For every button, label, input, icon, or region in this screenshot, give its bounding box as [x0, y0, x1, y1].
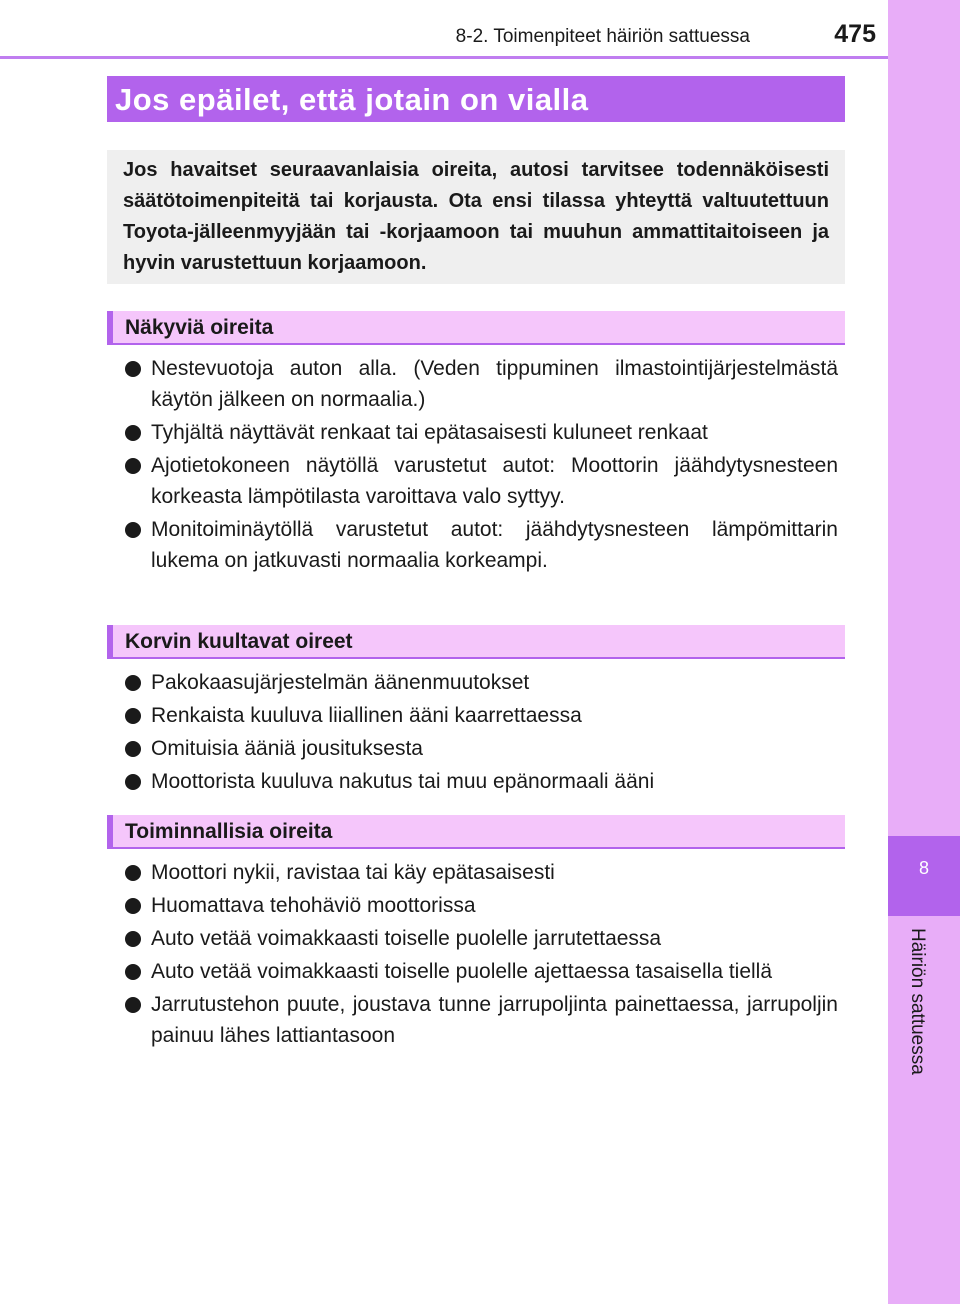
list-item-text: Pakokaasujärjestelmän äänenmuutokset: [151, 671, 530, 694]
list-item-text: Renkaista kuuluva liiallinen ääni kaarrettaessa: [151, 704, 582, 727]
list-item-text: Omituisia ääniä jousituksesta: [151, 737, 423, 760]
section-header-visible-symptoms: [107, 311, 845, 345]
list-item: [125, 514, 838, 576]
list-item-text: Ajotietokoneen näytöllä varustetut autot: Moottorin jäähdytysnesteen korkeasta lämpötilasta varoittava valo syttyy.: [151, 454, 838, 508]
list-item: [125, 667, 838, 698]
list-item: [125, 857, 838, 888]
bullet-dot-icon: [125, 458, 141, 474]
bullet-dot-icon: [125, 675, 141, 691]
list-item-text: Auto vetää voimakkaasti toiselle puolelle ajettaessa tasaisella tiellä: [151, 960, 773, 983]
list-item: [125, 956, 838, 987]
list-item-text: Huomattava tehohäviö moottorissa: [151, 894, 476, 917]
section-title: Toiminnallisia oireita: [125, 820, 333, 843]
bullet-dot-icon: [125, 774, 141, 790]
section-title: Korvin kuultavat oireet: [125, 630, 353, 653]
list-item: [125, 989, 838, 1051]
bullet-dot-icon: [125, 425, 141, 441]
list-item: [125, 766, 838, 797]
list-item-text: Tyhjältä näyttävät renkaat tai epätasaisesti kuluneet renkaat: [151, 421, 708, 444]
bullet-dot-icon: [125, 361, 141, 377]
list-item-text: Nestevuotoja auton alla. (Veden tippuminen ilmastointijärjestelmästä käytön jälkeen on normaalia.): [151, 357, 838, 411]
list-item: [125, 733, 838, 764]
bullet-dot-icon: [125, 997, 141, 1013]
list-item-text: Moottorista kuuluva nakutus tai muu epänormaali ääni: [151, 770, 655, 793]
list-item: [125, 890, 838, 921]
bullet-dot-icon: [125, 964, 141, 980]
section-header-audible-symptoms: [107, 625, 845, 659]
bullet-dot-icon: [125, 865, 141, 881]
chapter-side-tab: [888, 0, 960, 1304]
page-title: Jos epäilet, että jotain on vialla: [115, 82, 589, 117]
list-item: [125, 417, 838, 448]
bullet-list-functional-symptoms: [125, 857, 838, 1053]
bullet-dot-icon: [125, 741, 141, 757]
running-header-section: 8-2. Toimenpiteet häiriön sattuessa: [455, 26, 750, 47]
section-header-functional-symptoms: [107, 815, 845, 849]
header-divider: [0, 56, 888, 59]
list-item-text: Auto vetää voimakkaasti toiselle puolelle jarrutettaessa: [151, 927, 662, 950]
chapter-number: 8: [918, 858, 929, 878]
list-item-text: Monitoiminäytöllä varustetut autot: jäähdytysnesteen lämpömittarin lukema on jatkuvasti normaalia korkeampi.: [151, 518, 838, 572]
bullet-dot-icon: [125, 931, 141, 947]
intro-box: [107, 150, 845, 284]
intro-text: Jos havaitset seuraavanlaisia oireita, autosi tarvitsee todennäköisesti säätötoimenpiteitä tai korjausta. Ota ensi tilassa yhteyttä valtuutettuun Toyota-jälleenmyyjään tai -korjaamoon tai muuhun ammattitaitoiseen ja hyvin varustettuun korjaamoon.: [123, 159, 829, 274]
bullet-dot-icon: [125, 898, 141, 914]
list-item: [125, 700, 838, 731]
bullet-dot-icon: [125, 522, 141, 538]
list-item: [125, 923, 838, 954]
list-item-text: Moottori nykii, ravistaa tai käy epätasaisesti: [151, 861, 555, 884]
list-item-text: Jarrutustehon puute, joustava tunne jarrupoljinta painettaessa, jarrupoljin painuu lähes lattiantasoon: [151, 993, 838, 1047]
page-title-bar: [107, 76, 845, 122]
chapter-label: Häiriön sattuessa: [907, 928, 928, 1075]
bullet-list-visible-symptoms: [125, 353, 838, 578]
section-title: Näkyviä oireita: [125, 316, 274, 339]
bullet-list-audible-symptoms: [125, 667, 838, 799]
list-item: [125, 450, 838, 512]
bullet-dot-icon: [125, 708, 141, 724]
page-number: 475: [834, 20, 876, 48]
list-item: [125, 353, 838, 415]
